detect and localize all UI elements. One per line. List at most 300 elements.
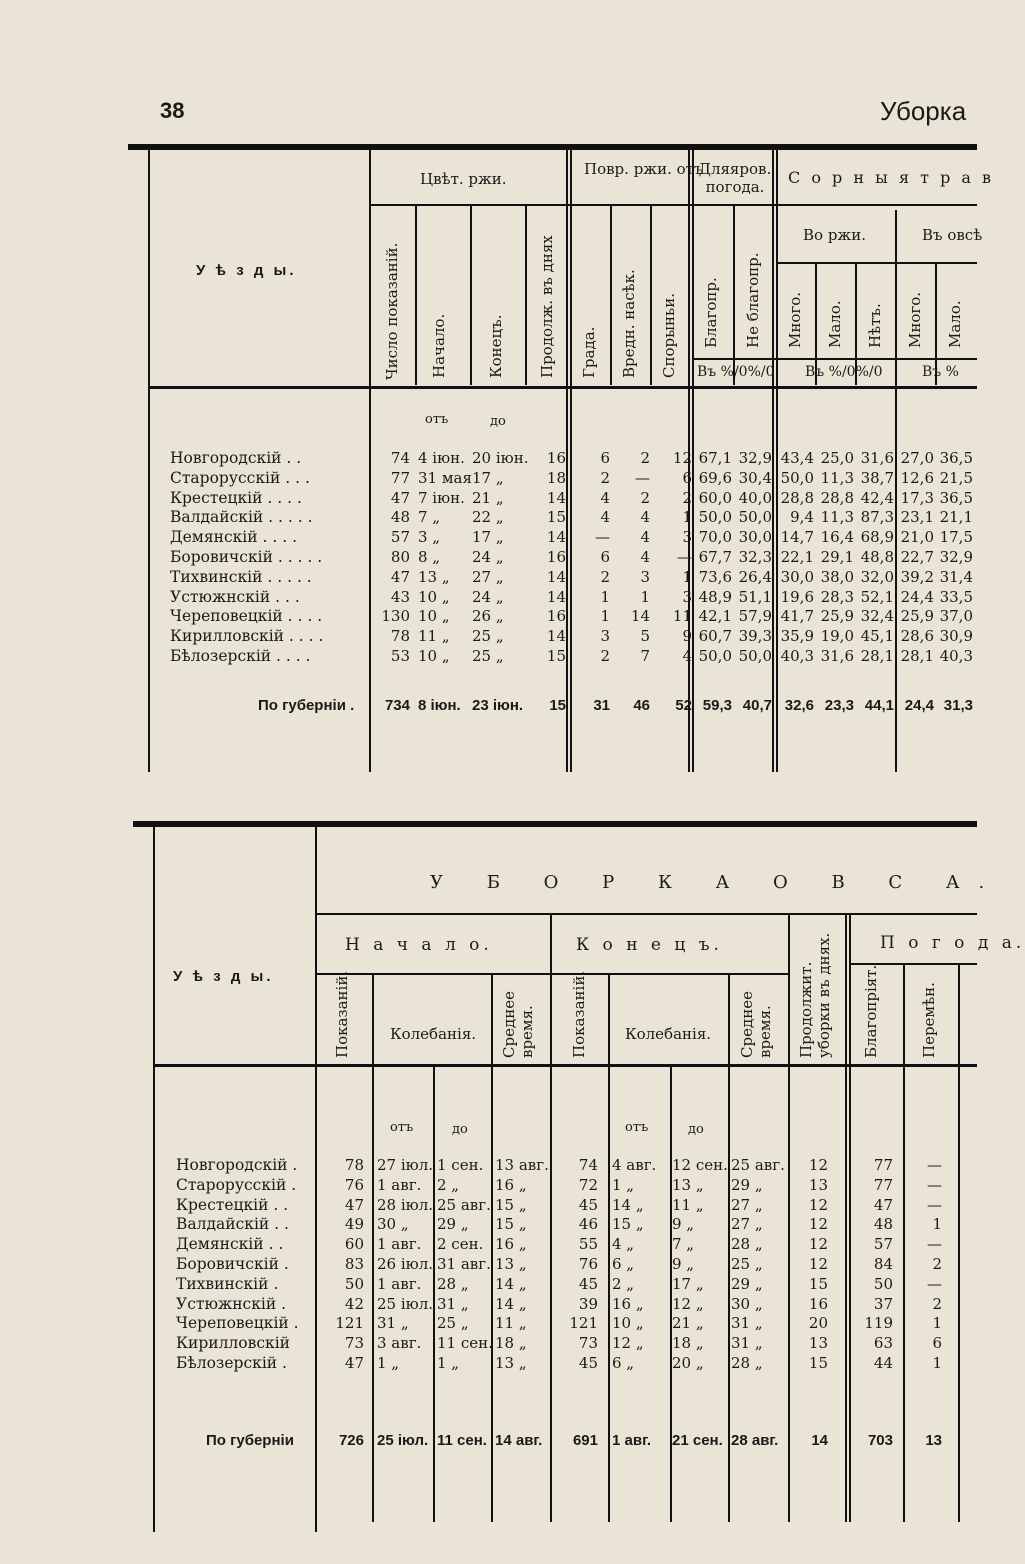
- table-cell: 21 „: [672, 1314, 704, 1333]
- table-cell: 23,1: [900, 508, 934, 527]
- table-cell: 45: [578, 1354, 598, 1372]
- table-cell: 25 „: [472, 627, 504, 646]
- total-cell: 23 іюн.: [472, 697, 524, 714]
- table-cell: 30 „: [377, 1215, 409, 1234]
- table-cell: 47: [344, 1354, 364, 1372]
- total-label: По губерніи: [206, 1432, 294, 1449]
- table1-group-weather: Дляяров. погода.: [698, 160, 772, 196]
- district-name: Старорусскій .: [176, 1175, 297, 1194]
- table-cell: 1: [682, 567, 692, 586]
- table-cell: 22,1: [780, 548, 814, 566]
- table-cell: 74: [390, 449, 410, 467]
- divider: [610, 205, 612, 385]
- divider: [153, 827, 155, 1532]
- table-cell: 77: [873, 1156, 893, 1174]
- table-cell: 67,1: [698, 449, 732, 467]
- table-cell: 24,4: [900, 587, 934, 606]
- table-cell: 39: [578, 1294, 598, 1313]
- table2-top-rule: [133, 821, 977, 827]
- table-cell: 16 „: [495, 1235, 527, 1254]
- table-cell: 50,0: [738, 647, 772, 665]
- table-cell: 9: [682, 627, 692, 646]
- divider: [608, 975, 610, 1522]
- table1-group-in-oats: Въ овсѣ: [922, 226, 983, 244]
- table2-title: У Б О Р К А О В С А.: [430, 872, 1004, 893]
- table1-unit: Въ %/0%/0: [697, 364, 775, 380]
- table-cell: 19,0: [820, 627, 854, 646]
- table-cell: 42,1: [698, 607, 732, 626]
- table-cell: 29 „: [731, 1274, 763, 1293]
- table-cell: 1: [600, 587, 610, 606]
- table-cell: 50,0: [698, 508, 732, 527]
- table-cell: 25 іюл.: [377, 1294, 434, 1313]
- table-cell: 49: [344, 1215, 364, 1234]
- table-cell: 3: [682, 587, 692, 606]
- table-cell: 12: [808, 1235, 828, 1254]
- district-name: Кирилловскій: [176, 1334, 290, 1353]
- table-cell: 10 „: [418, 587, 450, 606]
- table-cell: 14 „: [612, 1195, 644, 1214]
- table-cell: 28,3: [820, 587, 854, 606]
- table-cell: 43,4: [780, 449, 814, 467]
- table-cell: 40,0: [738, 488, 772, 507]
- table1-col-count: Число показаній.: [383, 242, 401, 380]
- district-name: Валдайскій . . . . .: [170, 508, 313, 527]
- table-cell: 31,4: [939, 567, 973, 586]
- table-cell: 2: [682, 488, 692, 507]
- table-cell: 16: [546, 607, 566, 626]
- table-cell: 12 „: [672, 1294, 704, 1313]
- table-cell: 16 „: [612, 1294, 644, 1313]
- total-cell: 15: [549, 697, 566, 714]
- table2-col-start-range: Колебанія.: [390, 1025, 477, 1043]
- table-cell: 17 „: [472, 468, 504, 487]
- table-cell: 11: [672, 607, 692, 626]
- table-cell: 26,4: [738, 567, 772, 586]
- table-cell: 2: [600, 647, 610, 665]
- table-cell: 48: [390, 508, 410, 527]
- table-cell: 24 „: [472, 548, 504, 566]
- table-cell: 30,4: [738, 468, 772, 487]
- table-cell: 1: [932, 1354, 942, 1372]
- table-cell: 57: [390, 528, 410, 547]
- to-label: до: [490, 414, 506, 429]
- table-cell: 14 „: [495, 1274, 527, 1293]
- table-cell: 25,9: [900, 607, 934, 626]
- table-cell: 13 авг.: [495, 1156, 549, 1174]
- divider: [316, 973, 788, 975]
- table-cell: 6: [682, 468, 692, 487]
- district-name: Валдайскій . .: [176, 1215, 289, 1234]
- table-cell: 69,6: [698, 468, 732, 487]
- table-cell: 50,0: [738, 508, 772, 527]
- table-cell: 12,6: [900, 468, 934, 487]
- total-cell: 14 авг.: [495, 1432, 543, 1449]
- table-cell: 13 „: [495, 1255, 527, 1273]
- divider: [148, 150, 150, 772]
- table-cell: 30,0: [738, 528, 772, 547]
- total-cell: 21 сен.: [672, 1432, 723, 1449]
- from-label: отъ: [625, 1120, 649, 1135]
- table-cell: 28 „: [731, 1235, 763, 1254]
- table-cell: 29 „: [731, 1175, 763, 1194]
- table-cell: 21 „: [472, 488, 504, 507]
- table1-unit: Въ %: [922, 364, 959, 380]
- table-cell: 7 іюн.: [418, 488, 465, 507]
- table-cell: 28,6: [900, 627, 934, 646]
- table-cell: 76: [578, 1255, 598, 1273]
- table1-col-rye-none: Нѣтъ.: [866, 303, 884, 348]
- table-cell: 21,0: [900, 528, 934, 547]
- table-cell: 1: [682, 508, 692, 527]
- total-cell: 8 іюн.: [418, 697, 461, 714]
- divider: [728, 975, 730, 1522]
- table-cell: 87,3: [860, 508, 894, 527]
- table-cell: 21,5: [939, 468, 973, 487]
- table-cell: 15: [546, 508, 566, 527]
- table-cell: 6 „: [612, 1354, 635, 1372]
- district-name: Тихвинскій .: [176, 1274, 279, 1293]
- table-cell: 51,1: [738, 587, 772, 606]
- divider: [316, 913, 977, 915]
- running-title: Уборка: [880, 96, 967, 126]
- table-cell: 11 „: [418, 627, 450, 646]
- total-cell: 52: [675, 697, 692, 714]
- total-cell: 31: [593, 697, 610, 714]
- table-cell: 4: [682, 647, 692, 665]
- table2-group-start: Н а ч а л о.: [345, 935, 493, 955]
- table-cell: 22,7: [900, 548, 934, 566]
- table-cell: 31 „: [731, 1314, 763, 1333]
- table-cell: 16 „: [495, 1175, 527, 1194]
- table-cell: 16: [808, 1294, 828, 1313]
- table1-col-oats-much: Много.: [906, 291, 924, 348]
- table-cell: 48,9: [698, 587, 732, 606]
- table-cell: 70,0: [698, 528, 732, 547]
- table-cell: —: [595, 528, 610, 547]
- table-cell: 15: [808, 1274, 828, 1293]
- table2-col-favorable: Благопріят.: [862, 964, 880, 1058]
- table-cell: 27,0: [900, 449, 934, 467]
- total-cell: 28 авг.: [731, 1432, 779, 1449]
- table-cell: —: [927, 1274, 942, 1293]
- table-cell: 32,3: [738, 548, 772, 566]
- table-cell: 45: [578, 1274, 598, 1293]
- table-cell: —: [927, 1195, 942, 1214]
- table-cell: 18 „: [495, 1334, 527, 1353]
- table-cell: 53: [390, 647, 410, 665]
- table-cell: 13 „: [495, 1354, 527, 1372]
- table-cell: —: [927, 1175, 942, 1194]
- table-cell: 119: [864, 1314, 893, 1333]
- table-cell: 42: [344, 1294, 364, 1313]
- table-cell: 4 „: [612, 1235, 635, 1254]
- table-cell: 46: [578, 1215, 598, 1234]
- table-cell: 28 „: [437, 1274, 469, 1293]
- table-cell: 40,3: [939, 647, 973, 665]
- table-cell: 36,5: [939, 488, 973, 507]
- district-name: Боровичскій .: [176, 1255, 289, 1273]
- table-cell: 47: [390, 488, 410, 507]
- table-cell: 28 іюл.: [377, 1195, 434, 1214]
- table-cell: 72: [578, 1175, 598, 1194]
- table-cell: 10 „: [612, 1314, 644, 1333]
- table-cell: 47: [873, 1195, 893, 1214]
- table-cell: 4: [600, 488, 610, 507]
- table-cell: 1 сен.: [437, 1156, 484, 1174]
- table1-col-end: Конецъ.: [487, 314, 505, 378]
- table-cell: 26 іюл.: [377, 1255, 434, 1273]
- table-cell: 14: [546, 488, 566, 507]
- district-name: Устюжнскій .: [176, 1294, 287, 1313]
- table-cell: 13 „: [418, 567, 450, 586]
- total-cell: 23,3: [824, 697, 854, 714]
- table-cell: 17 „: [672, 1274, 704, 1293]
- table-cell: 1 авг.: [377, 1235, 422, 1254]
- table-cell: 57: [873, 1235, 893, 1254]
- table-cell: 14 „: [495, 1294, 527, 1313]
- table-cell: 2 „: [612, 1274, 635, 1293]
- table-cell: 6: [600, 449, 610, 467]
- table-cell: 4: [640, 548, 650, 566]
- table1-header-bottom-rule: [150, 386, 977, 389]
- table-cell: 12: [808, 1156, 828, 1174]
- table-cell: 17,5: [939, 528, 973, 547]
- table-cell: 2: [600, 567, 610, 586]
- table-cell: 8 „: [418, 548, 441, 566]
- to-label: до: [688, 1122, 704, 1137]
- table-cell: 7 „: [418, 508, 441, 527]
- table2-col-end-range: Колебанія.: [625, 1025, 712, 1043]
- table-cell: 28,1: [860, 647, 894, 665]
- table-cell: —: [927, 1156, 942, 1174]
- table-cell: 1 „: [377, 1354, 400, 1372]
- divider: [433, 1066, 435, 1522]
- table-cell: 25 „: [437, 1314, 469, 1333]
- table-cell: 67,7: [698, 548, 732, 566]
- total-cell: 25 іюл.: [377, 1432, 429, 1449]
- table1-col-hail: Града.: [580, 326, 598, 378]
- table-cell: 57,9: [738, 607, 772, 626]
- table-cell: 15: [808, 1354, 828, 1372]
- table-cell: 1: [600, 607, 610, 626]
- total-cell: 46: [633, 697, 650, 714]
- table-cell: 15 „: [495, 1215, 527, 1234]
- table-cell: 21,1: [939, 508, 973, 527]
- total-label: По губерніи .: [258, 697, 355, 714]
- table-cell: 36,5: [939, 449, 973, 467]
- table-cell: 6: [600, 548, 610, 566]
- table-cell: 14: [546, 587, 566, 606]
- table-cell: 31 авг.: [437, 1255, 491, 1273]
- table-cell: 84: [873, 1255, 893, 1273]
- table-cell: 14: [546, 528, 566, 547]
- table1-group-weeds: С о р н ы я т р а в: [788, 168, 995, 187]
- table-cell: 1 авг.: [377, 1274, 422, 1293]
- table2-col-end-avg: Среднее время.: [738, 991, 774, 1058]
- table-cell: 4: [640, 528, 650, 547]
- table-cell: 15: [546, 647, 566, 665]
- table-cell: 77: [390, 468, 410, 487]
- table-cell: 14: [630, 607, 650, 626]
- table-cell: 32,9: [738, 449, 772, 467]
- table-cell: 11 „: [495, 1314, 527, 1333]
- table-cell: 29,1: [820, 548, 854, 566]
- table-cell: 50,0: [780, 468, 814, 487]
- table-cell: —: [677, 548, 692, 566]
- table-cell: 2: [932, 1294, 942, 1313]
- table-cell: 16: [546, 548, 566, 566]
- table-cell: 19,6: [780, 587, 814, 606]
- table-cell: 12: [808, 1195, 828, 1214]
- table-cell: 18: [546, 468, 566, 487]
- table-cell: 31,6: [820, 647, 854, 665]
- table-cell: 32,0: [860, 567, 894, 586]
- table2-col-start-avg: Среднее время.: [500, 991, 536, 1058]
- table2-group-weather: П о г о д а.: [880, 933, 1025, 953]
- divider: [650, 205, 652, 385]
- table-cell: 42,4: [860, 488, 894, 507]
- table-cell: 1 „: [612, 1175, 635, 1194]
- table-cell: 16: [546, 449, 566, 467]
- table-cell: 28,1: [900, 647, 934, 665]
- from-label: отъ: [390, 1120, 414, 1135]
- table-cell: 11 „: [672, 1195, 704, 1214]
- table-cell: 55: [578, 1235, 598, 1254]
- table-cell: 25 авг.: [437, 1195, 491, 1214]
- table-cell: 25 „: [472, 647, 504, 665]
- total-cell: 44,1: [864, 697, 894, 714]
- table2-col-duration: Продолжит. уборки въ днях.: [797, 932, 833, 1058]
- table-cell: 2: [600, 468, 610, 487]
- table2-col-variable: Перемѣн.: [920, 982, 938, 1058]
- table-cell: 121: [569, 1314, 598, 1333]
- total-cell: 11 сен.: [437, 1432, 487, 1449]
- table-cell: 30,0: [780, 567, 814, 586]
- table-cell: 11 сен.: [437, 1334, 493, 1353]
- table-cell: 76: [344, 1175, 364, 1194]
- table-cell: 10 „: [418, 647, 450, 665]
- table-cell: 80: [390, 548, 410, 566]
- table-cell: 27 іюл.: [377, 1156, 434, 1174]
- district-name: Бѣлозерскій .: [176, 1354, 287, 1372]
- table-cell: 1 „: [437, 1354, 460, 1372]
- table-cell: —: [927, 1235, 942, 1254]
- table-cell: 31 мая: [418, 468, 472, 487]
- table2-col-start-count: Показаній.: [333, 970, 351, 1058]
- table1-group-damage: Повр. ржи. отъ: [584, 160, 704, 178]
- table-cell: 9 „: [672, 1215, 695, 1234]
- table1-group-flowering: Цвѣт. ржи.: [420, 170, 507, 188]
- table-cell: 30,9: [939, 627, 973, 646]
- table-cell: 40,3: [780, 647, 814, 665]
- table-cell: 28,8: [780, 488, 814, 507]
- table-cell: 78: [344, 1156, 364, 1174]
- table-cell: 3 „: [418, 528, 441, 547]
- table-cell: 45: [578, 1195, 598, 1214]
- table-cell: 39,3: [738, 627, 772, 646]
- district-name: Устюжнскій . . .: [170, 587, 300, 606]
- table-cell: 4 авг.: [612, 1156, 657, 1174]
- table-cell: 15 „: [495, 1195, 527, 1214]
- table1-col-start: Начало.: [430, 313, 448, 378]
- table1-top-rule: [128, 144, 977, 150]
- table2-row-header: У ѣ з д ы.: [173, 968, 274, 985]
- table-cell: 50,0: [698, 647, 732, 665]
- table-cell: 16,4: [820, 528, 854, 547]
- table-cell: 83: [344, 1255, 364, 1273]
- table-cell: 15 „: [612, 1215, 644, 1234]
- table1-unit: Въ %/0%/0: [805, 364, 883, 380]
- table-cell: 25,9: [820, 607, 854, 626]
- table1-col-ergot: Спорыньи.: [660, 293, 678, 378]
- table-cell: 13 „: [672, 1175, 704, 1194]
- table-cell: 41,7: [780, 607, 814, 626]
- table-cell: 60,7: [698, 627, 732, 646]
- table-cell: 10 „: [418, 607, 450, 626]
- table-cell: 9,4: [790, 508, 814, 527]
- district-name: Бѣлозерскій . . . .: [170, 647, 311, 665]
- table1-col-favorable: Благопр.: [702, 277, 720, 348]
- table-cell: 25 „: [731, 1255, 763, 1273]
- table-cell: 37: [873, 1294, 893, 1313]
- table-cell: 121: [335, 1314, 364, 1333]
- table-cell: 13: [808, 1175, 828, 1194]
- table-cell: 27 „: [731, 1195, 763, 1214]
- table-cell: 29 „: [437, 1215, 469, 1234]
- table-cell: 1: [932, 1314, 942, 1333]
- total-cell: 703: [867, 1432, 893, 1449]
- table-cell: 3: [600, 627, 610, 646]
- district-name: Новгородскій .: [176, 1156, 298, 1174]
- table1-row-header: У ѣ з д ы.: [196, 262, 297, 279]
- divider: [525, 205, 527, 385]
- table-cell: —: [635, 468, 650, 487]
- table-cell: 32,4: [860, 607, 894, 626]
- district-name: Боровичскій . . . . .: [170, 548, 323, 566]
- table-cell: 32,9: [939, 548, 973, 566]
- table-cell: 77: [873, 1175, 893, 1194]
- table1-col-unfavorable: Не благопр.: [744, 252, 762, 348]
- table-cell: 45,1: [860, 627, 894, 646]
- table-cell: 35,9: [780, 627, 814, 646]
- table-cell: 37,0: [939, 607, 973, 626]
- page-number: 38: [160, 98, 185, 123]
- divider: [693, 358, 977, 360]
- total-cell: 1 авг.: [612, 1432, 651, 1449]
- table-cell: 14: [546, 567, 566, 586]
- divider: [415, 205, 417, 385]
- table-cell: 30 „: [731, 1294, 763, 1313]
- table-cell: 7: [640, 647, 650, 665]
- table-cell: 6: [932, 1334, 942, 1353]
- table-cell: 73: [578, 1334, 598, 1353]
- table-cell: 60: [344, 1235, 364, 1254]
- table-cell: 1 авг.: [377, 1175, 422, 1194]
- table-cell: 4 іюн.: [418, 449, 465, 467]
- table-cell: 1: [640, 587, 650, 606]
- table-cell: 2: [640, 449, 650, 467]
- divider: [470, 205, 472, 385]
- table-cell: 28,8: [820, 488, 854, 507]
- table2-group-end: К о н е ц ъ.: [576, 935, 723, 955]
- table-cell: 60,0: [698, 488, 732, 507]
- district-name: Крестецкій . . . .: [170, 488, 302, 507]
- table-cell: 3: [682, 528, 692, 547]
- table-cell: 2 „: [437, 1175, 460, 1194]
- district-name: Крестецкій . .: [176, 1195, 289, 1214]
- total-cell: 59,3: [702, 697, 732, 714]
